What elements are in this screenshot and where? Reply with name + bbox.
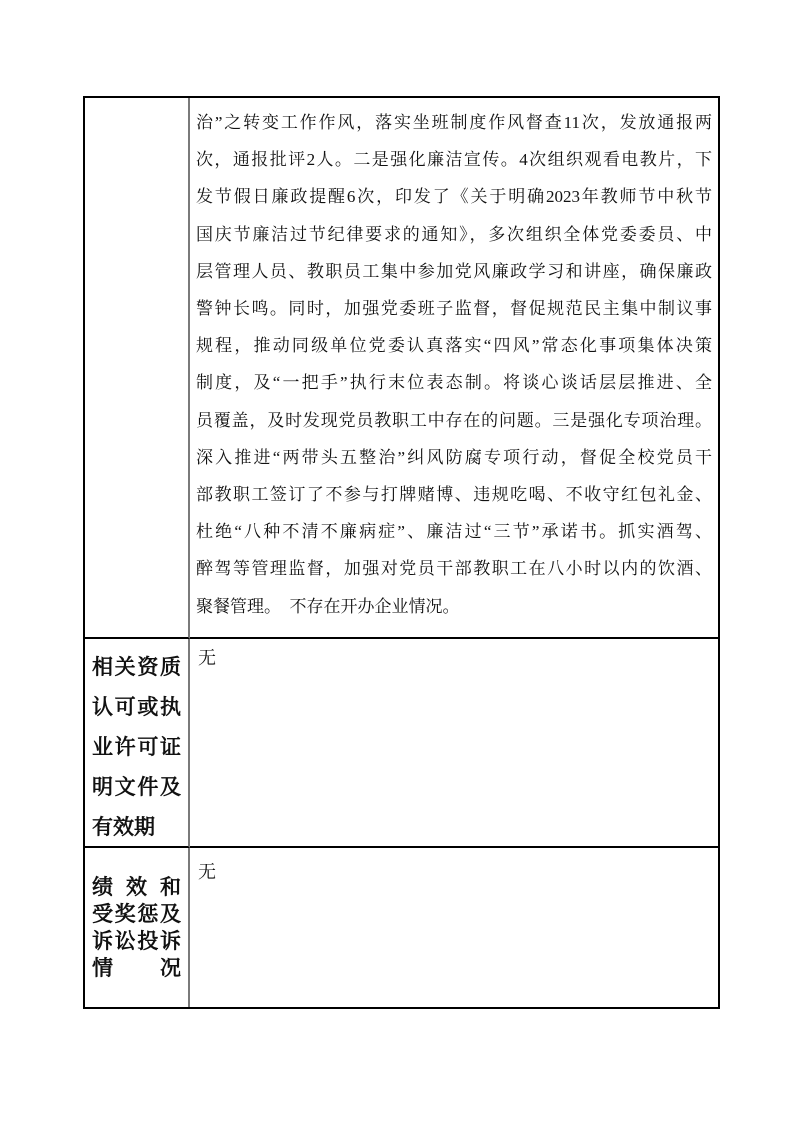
performance-value-cell: 无 [198,862,216,882]
report-continuation-text: 治”之转变工作作风，落实坐班制度作风督查11次，发放通报两 次，通报批评2人。二是强化廉洁宣传。4次组织观看电教片，下 发节假日廉政提醒6次，印发了《关于明确2023年教师节中秋节 国庆节廉洁过节纪律要求的通知》，多次组织全体党委委员、中 层管理人员、教职员工集中参加党风廉政学习和讲座，确保廉政 警钟长鸣。同时，加强党委班子监督，督促规范民主集中制议事 规程，推动同级单位党委认真落实“四风”常态化事项集体决策 制度，及“一把手”执行末位表态制。将谈心谈话层层推进、全 员覆盖，及时发现党员教职工中存在的问题。三是强化专项治理。 深入推进“两带头五整治”纠风防腐专项行动，督促全校党员干 部教职工签订了不参与打牌赌博、违规吃喝、不收守红包礼金、 杜绝“八种不清不廉病症”、廉洁过“三节”承诺书。抓实酒驾、 醉驾等管理监督，加强对党员干部教职工在八小时以内的饮酒、 聚餐管理。 不存在开办企业情况。 [190,98,718,639]
performance-label-cell: 绩 效 和 受奖惩及 诉讼投诉 情 况 [85,848,190,1007]
qualification-value-cell: 无 [190,639,718,848]
continuation-empty-label-cell [85,98,190,639]
qualification-label-cell: 相关资质认可或执业许可证明文件及有效期 [85,639,190,848]
report-table [83,96,720,1009]
